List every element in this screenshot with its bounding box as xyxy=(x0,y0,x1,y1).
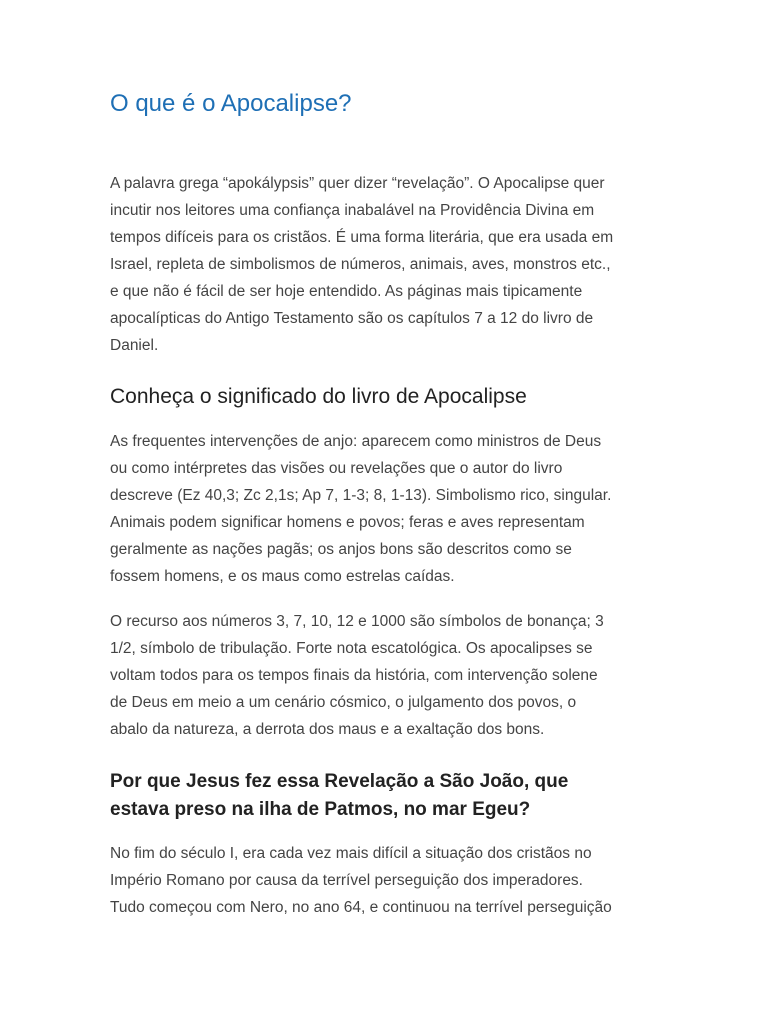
paragraph-line: apocalípticas do Antigo Testamento são os capítulos 7 a 12 do livro de xyxy=(110,310,594,327)
paragraph-line: geralmente as nações pagãs; os anjos bons são descritos como se xyxy=(110,541,572,558)
section-heading-revelacao xyxy=(110,768,568,824)
paragraph-line: de Deus em meio a um cenário cósmico, o julgamento dos povos, o xyxy=(110,694,577,711)
section1-paragraph-1 xyxy=(110,428,658,590)
paragraph-line: Império Romano por causa da terrível perseguição dos imperadores. xyxy=(110,872,583,889)
paragraph-line: As frequentes intervenções de anjo: aparecem como ministros de Deus xyxy=(110,433,602,450)
heading-line: estava preso na ilha de Patmos, no mar Egeu? xyxy=(110,799,531,820)
paragraph-line: Daniel. xyxy=(110,337,159,354)
paragraph-line: descreve (Ez 40,3; Zc 2,1s; Ap 7, 1-3; 8, 1-13). Simbolismo rico, singular. xyxy=(110,487,612,504)
paragraph-line: voltam todos para os tempos finais da história, com intervenção solene xyxy=(110,667,598,684)
paragraph-line: O recurso aos números 3, 7, 10, 12 e 1000 são símbolos de bonança; 3 xyxy=(110,613,604,630)
paragraph-line: abalo da natureza, a derrota dos maus e a exaltação dos bons. xyxy=(110,721,545,738)
paragraph-line: A palavra grega “apokálypsis” quer dizer “revelação”. O Apocalipse quer xyxy=(110,175,605,192)
page-title: O que é o Apocalipse? xyxy=(110,90,352,117)
paragraph-line: tempos difíceis para os cristãos. É uma forma literária, que era usada em xyxy=(110,229,614,246)
paragraph-line: ou como intérpretes das visões ou revelações que o autor do livro xyxy=(110,460,563,477)
paragraph-line: No fim do século I, era cada vez mais difícil a situação dos cristãos no xyxy=(110,845,592,862)
paragraph-line: incutir nos leitores uma confiança inabalável na Providência Divina em xyxy=(110,202,595,219)
paragraph-line: fossem homens, e os maus como estrelas caídas. xyxy=(110,568,455,585)
heading-line: Por que Jesus fez essa Revelação a São João, que xyxy=(110,771,569,792)
paragraph-line: Tudo começou com Nero, no ano 64, e continuou na terrível perseguição xyxy=(110,899,612,916)
intro-paragraph xyxy=(110,170,658,359)
section-heading-significado: Conheça o significado do livro de Apocalipse xyxy=(110,385,527,408)
section2-paragraph-1 xyxy=(110,840,658,921)
paragraph-line: Animais podem significar homens e povos; feras e aves representam xyxy=(110,514,585,531)
paragraph-line: e que não é fácil de ser hoje entendido. As páginas mais tipicamente xyxy=(110,283,583,300)
section1-paragraph-2 xyxy=(110,608,658,743)
paragraph-line: Israel, repleta de simbolismos de números, animais, aves, monstros etc., xyxy=(110,256,611,273)
paragraph-line: 1/2, símbolo de tribulação. Forte nota escatológica. Os apocalipses se xyxy=(110,640,593,657)
